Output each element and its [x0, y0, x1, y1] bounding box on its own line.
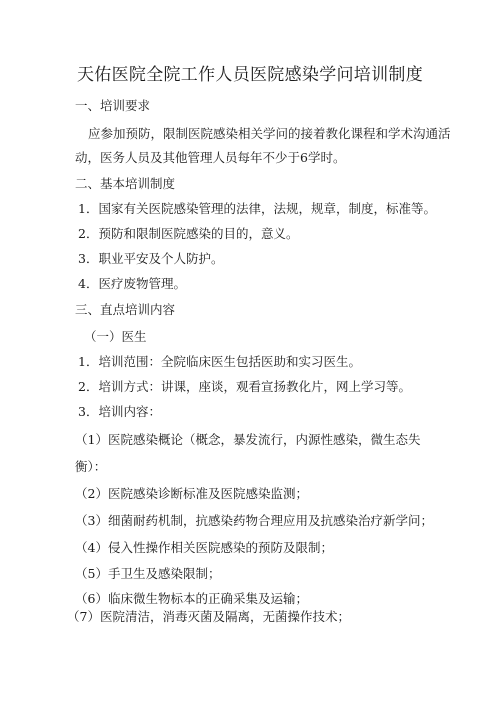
section-2-item-3: 3．职业平安及个人防护。 — [78, 251, 224, 266]
section-3-item-2: 2．培训方式：讲课，座谈，观看宣扬教化片，网上学习等。 — [78, 379, 411, 394]
section-1-paragraph-line-1: 应参加预防，限制医院感染相关学问的接着教化课程和学术沟通活 — [88, 126, 451, 141]
section-3-item-1: 1．培训范围：全院临床医生包括医助和实习医生。 — [78, 354, 361, 369]
content-line-3: （3）细菌耐药机制，抗感染药物合理应用及抗感染治疗新学问； — [75, 513, 433, 528]
section-3-item-3: 3．培训内容： — [78, 404, 161, 419]
section-1-paragraph-line-2: 动，医务人员及其他管理人员每年不少于6学时。 — [75, 150, 346, 165]
section-2-item-2: 2．预防和限制医院感染的目的，意义。 — [78, 226, 299, 241]
content-line-7: （7）医院清洁，消毒灭菌及隔离，无菌操作技术； — [67, 609, 350, 624]
section-heading-3: 三、直点培训内容 — [75, 302, 176, 317]
document-title: 天佑医院全院工作人员医院感染学问培训制度 — [77, 65, 423, 85]
content-line-6: （6）临床微生物标本的正确采集及运输； — [75, 591, 308, 606]
section-heading-1: 一、培训要求 — [75, 98, 151, 113]
section-3-subheading: （一）医生 — [84, 329, 147, 344]
content-line-5: （5）手卫生及感染限制； — [75, 566, 221, 581]
content-line-1: （1）医院感染概论（概念，暴发流行，内源性感染，微生态失 — [75, 432, 421, 447]
content-line-4: （4）侵入性操作相关医院感染的预防及限制； — [75, 540, 333, 555]
section-heading-2: 二、基本培训制度 — [75, 176, 176, 191]
section-2-item-1: 1．国家有关医院感染管理的法律，法规，规章，制度，标准等。 — [78, 201, 436, 216]
content-line-1-cont: 衡）： — [75, 459, 107, 474]
content-line-2: （2）医院感染诊断标准及医院感染监测； — [75, 486, 308, 501]
section-2-item-4: 4．医疗废物管理。 — [78, 276, 186, 291]
